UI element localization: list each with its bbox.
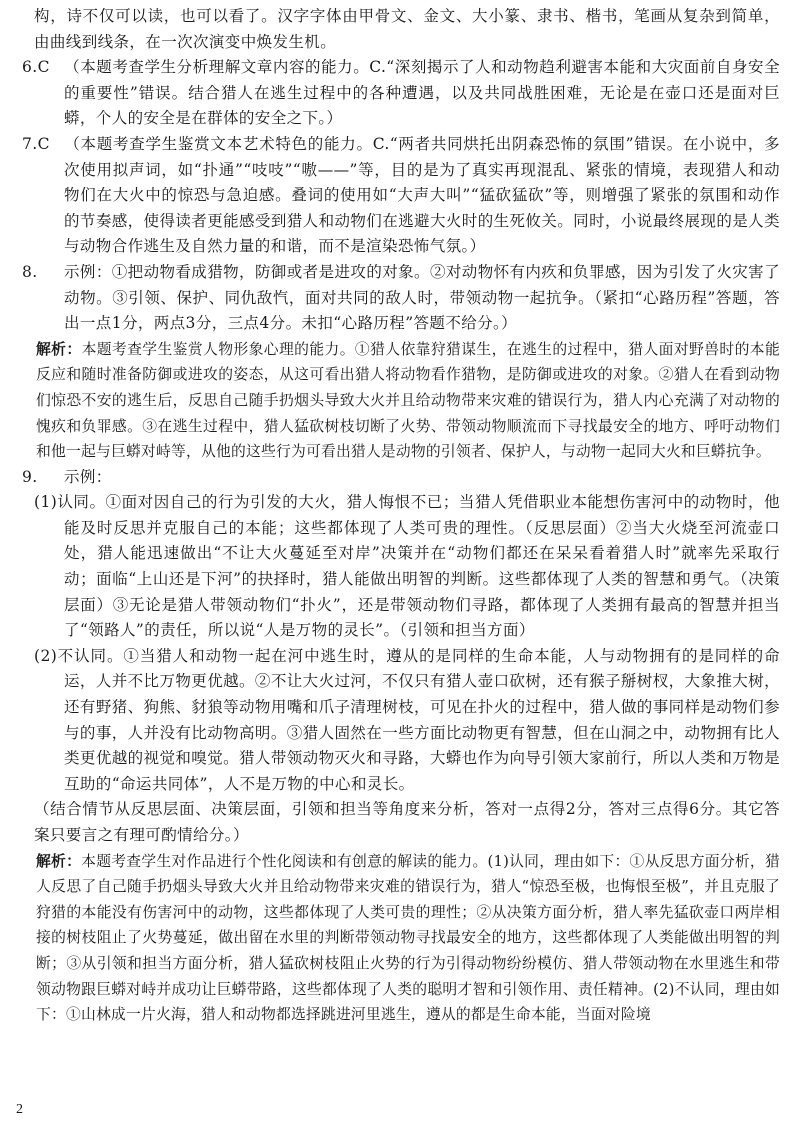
answer-item-6 [22, 55, 780, 132]
answer-item-9 [22, 465, 780, 491]
item-number: 9. [22, 467, 38, 486]
item-number: 8. [22, 262, 38, 281]
item-9-disagree: (2)不认同。①当猎人和动物一起在河中逃生时，遵从的是同样的生命本能，人与动物拥有的是同样的命运，人并不比万物更优越。②不让大火过河，不仅只有猎人壶口砍树，还有猴子掰树杈，大象推大树，还有野猪、狗熊、豺狼等动物用嘴和爪子清理树枝，可见在扑火的过程中，猎人做的事同样是动物们参与的事，人并没有比动物高明。③猎人固然在一些方面比动物更有智慧，但在山洞之中，动物拥有比人类更优越的视觉和嗅觉。猎人带领动物灭火和寻路，大蟒也作为向导引领大家前行，所以人类和万物是互助的“命运共同体”，人不是万物的中心和灵长。 [34, 646, 780, 793]
item-text: （本题考查学生鉴赏文本艺术特色的能力。C.“两者共同烘托出阴森恐怖的氛围”错误。在小说中，多次使用拟声词，如“扑通”“吱吱”“嗷——”等，目的是为了真实再现混乱、紧张的情境，表现猎人和动物们在大火中的惊恐与急迫感。叠词的使用如“大声大叫”“猛砍猛砍”等，则增强了紧张的氛围和动作的节奏感，使得读者更能感受到猎人和动物们在逃避大火时的生死攸关。同时，小说最终展现的是人类与动物合作逃生及自然力量的和谐，而不是渲染恐怖气氛。） [64, 134, 780, 256]
answer-item-8 [22, 260, 780, 337]
item-text: 示例： [64, 467, 112, 486]
analysis-9 [22, 849, 780, 1028]
analysis-label: 解析： [36, 852, 82, 870]
analysis-label: 解析： [36, 340, 82, 358]
scoring-note: （结合情节从反思层面、决策层面，引领和担当等角度来分析，答对一点得2分，答对三点得6分。其它答案只要言之有理可酌情给分。） [34, 800, 780, 844]
answer-item-7 [22, 132, 780, 260]
item-text: 示例：①把动物看成猎物，防御或者是进攻的对象。②对动物怀有内疚和负罪感，因为引发了火灾害了动物。③引领、保护、同仇敌忾，面对共同的敌人时，带领动物一起抗争。（紧扣“心路历程”答题，答出一点1分，两点3分，三点4分。未扣“心路历程”答题不给分。） [64, 262, 780, 333]
continuation-text: 构，诗不仅可以读，也可以看了。汉字字体由甲骨文、金文、大小篆、隶书、楷书，笔画从复杂到简单，由曲线到线条，在一次次演变中焕发生机。 [34, 7, 780, 51]
item-number: 6.C [22, 58, 50, 77]
analysis-text: 本题考查学生对作品进行个性化阅读和有创意的解读的能力。(1)认同，理由如下：①从反思方面分析，猎人反思了自己随手扔烟头导致大火并且给动物带来灾难的错误行为，猎人“惊恐至极，也悔恨至极”，并且克服了狩猎的本能没有伤害河中的动物，这些都体现了人类可贵的理性；②从决策方面分析，猎人率先猛砍壶口两岸相接的树枝阻止了火势蔓延，做出留在水里的判断带领动物寻找最安全的地方，这些都体现了人类能做出明智的判断；③从引领和担当方面分析，猎人猛砍树枝阻止火势的行为引得动物纷纷模仿、猎人带领动物在水里逃生和带领动物跟巨蟒对峙并成功让巨蟒带路，这些都体现了人类的聪明才智和引领作用、责任精神。(2)不认同，理由如下：①山林成一片火海，猎人和动物都选择跳进河里逃生，遵从的都是生命本能，当面对险境 [36, 852, 780, 1024]
item-9-agree: (1)认同。①面对因自己的行为引发的大火，猎人悔恨不已；当猎人凭借职业本能想伤害河中的动物时，他能及时反思并克服自己的本能；这些都体现了人类可贵的理性。（反思层面）②当大火烧至河流壶口处，猎人能迅速做出“不让大火蔓延至对岸”决策并在“动物们都还在呆呆看着猎人时”就率先采取行动；面临“上山还是下河”的抉择时，猎人能做出明智的判断。这些都体现了人类的智慧和勇气。（决策层面）③无论是猎人带领动物们“扑火”，还是带领动物们寻路，都体现了人类拥有最高的智慧并担当了“领路人”的责任，所以说“人是万物的灵长”。（引领和担当方面） [34, 493, 780, 640]
item-text: （本题考查学生分析理解文章内容的能力。C.“深刻揭示了人和动物趋利避害本能和大灾面前自身安全的重要性”错误。结合猎人在逃生过程中的各种遭遇，以及共同战胜困难，无论是在壶口还是面对巨蟒，个人的安全是在群体的安全之下。） [64, 58, 780, 128]
analysis-8 [22, 337, 780, 465]
page-number: 2 [16, 1102, 23, 1117]
analysis-text: 本题考查学生鉴赏人物形象心理的能力。①猎人依靠狩猎谋生，在逃生的过程中，猎人面对野兽时的本能反应和随时准备防御或进攻的姿态，从这可看出猎人将动物看作猎物，是防御或进攻的对象。②猎人在看到动物们惊恐不安的逃生后，反思自己随手扔烟头导致大火并且给动物带来灾难的错误行为，猎人内心充满了对动物的愧疚和负罪感。③在逃生过程中，猎人猛砍树枝切断了火势、带领动物顺流而下寻找最安全的地方、呼吁动物们和他一起与巨蟒对峙等，从他的这些行为可看出猎人是动物的引领者、保护人，与动物一起同大火和巨蟒抗争。 [36, 340, 780, 461]
item-number: 7.C [22, 134, 50, 153]
